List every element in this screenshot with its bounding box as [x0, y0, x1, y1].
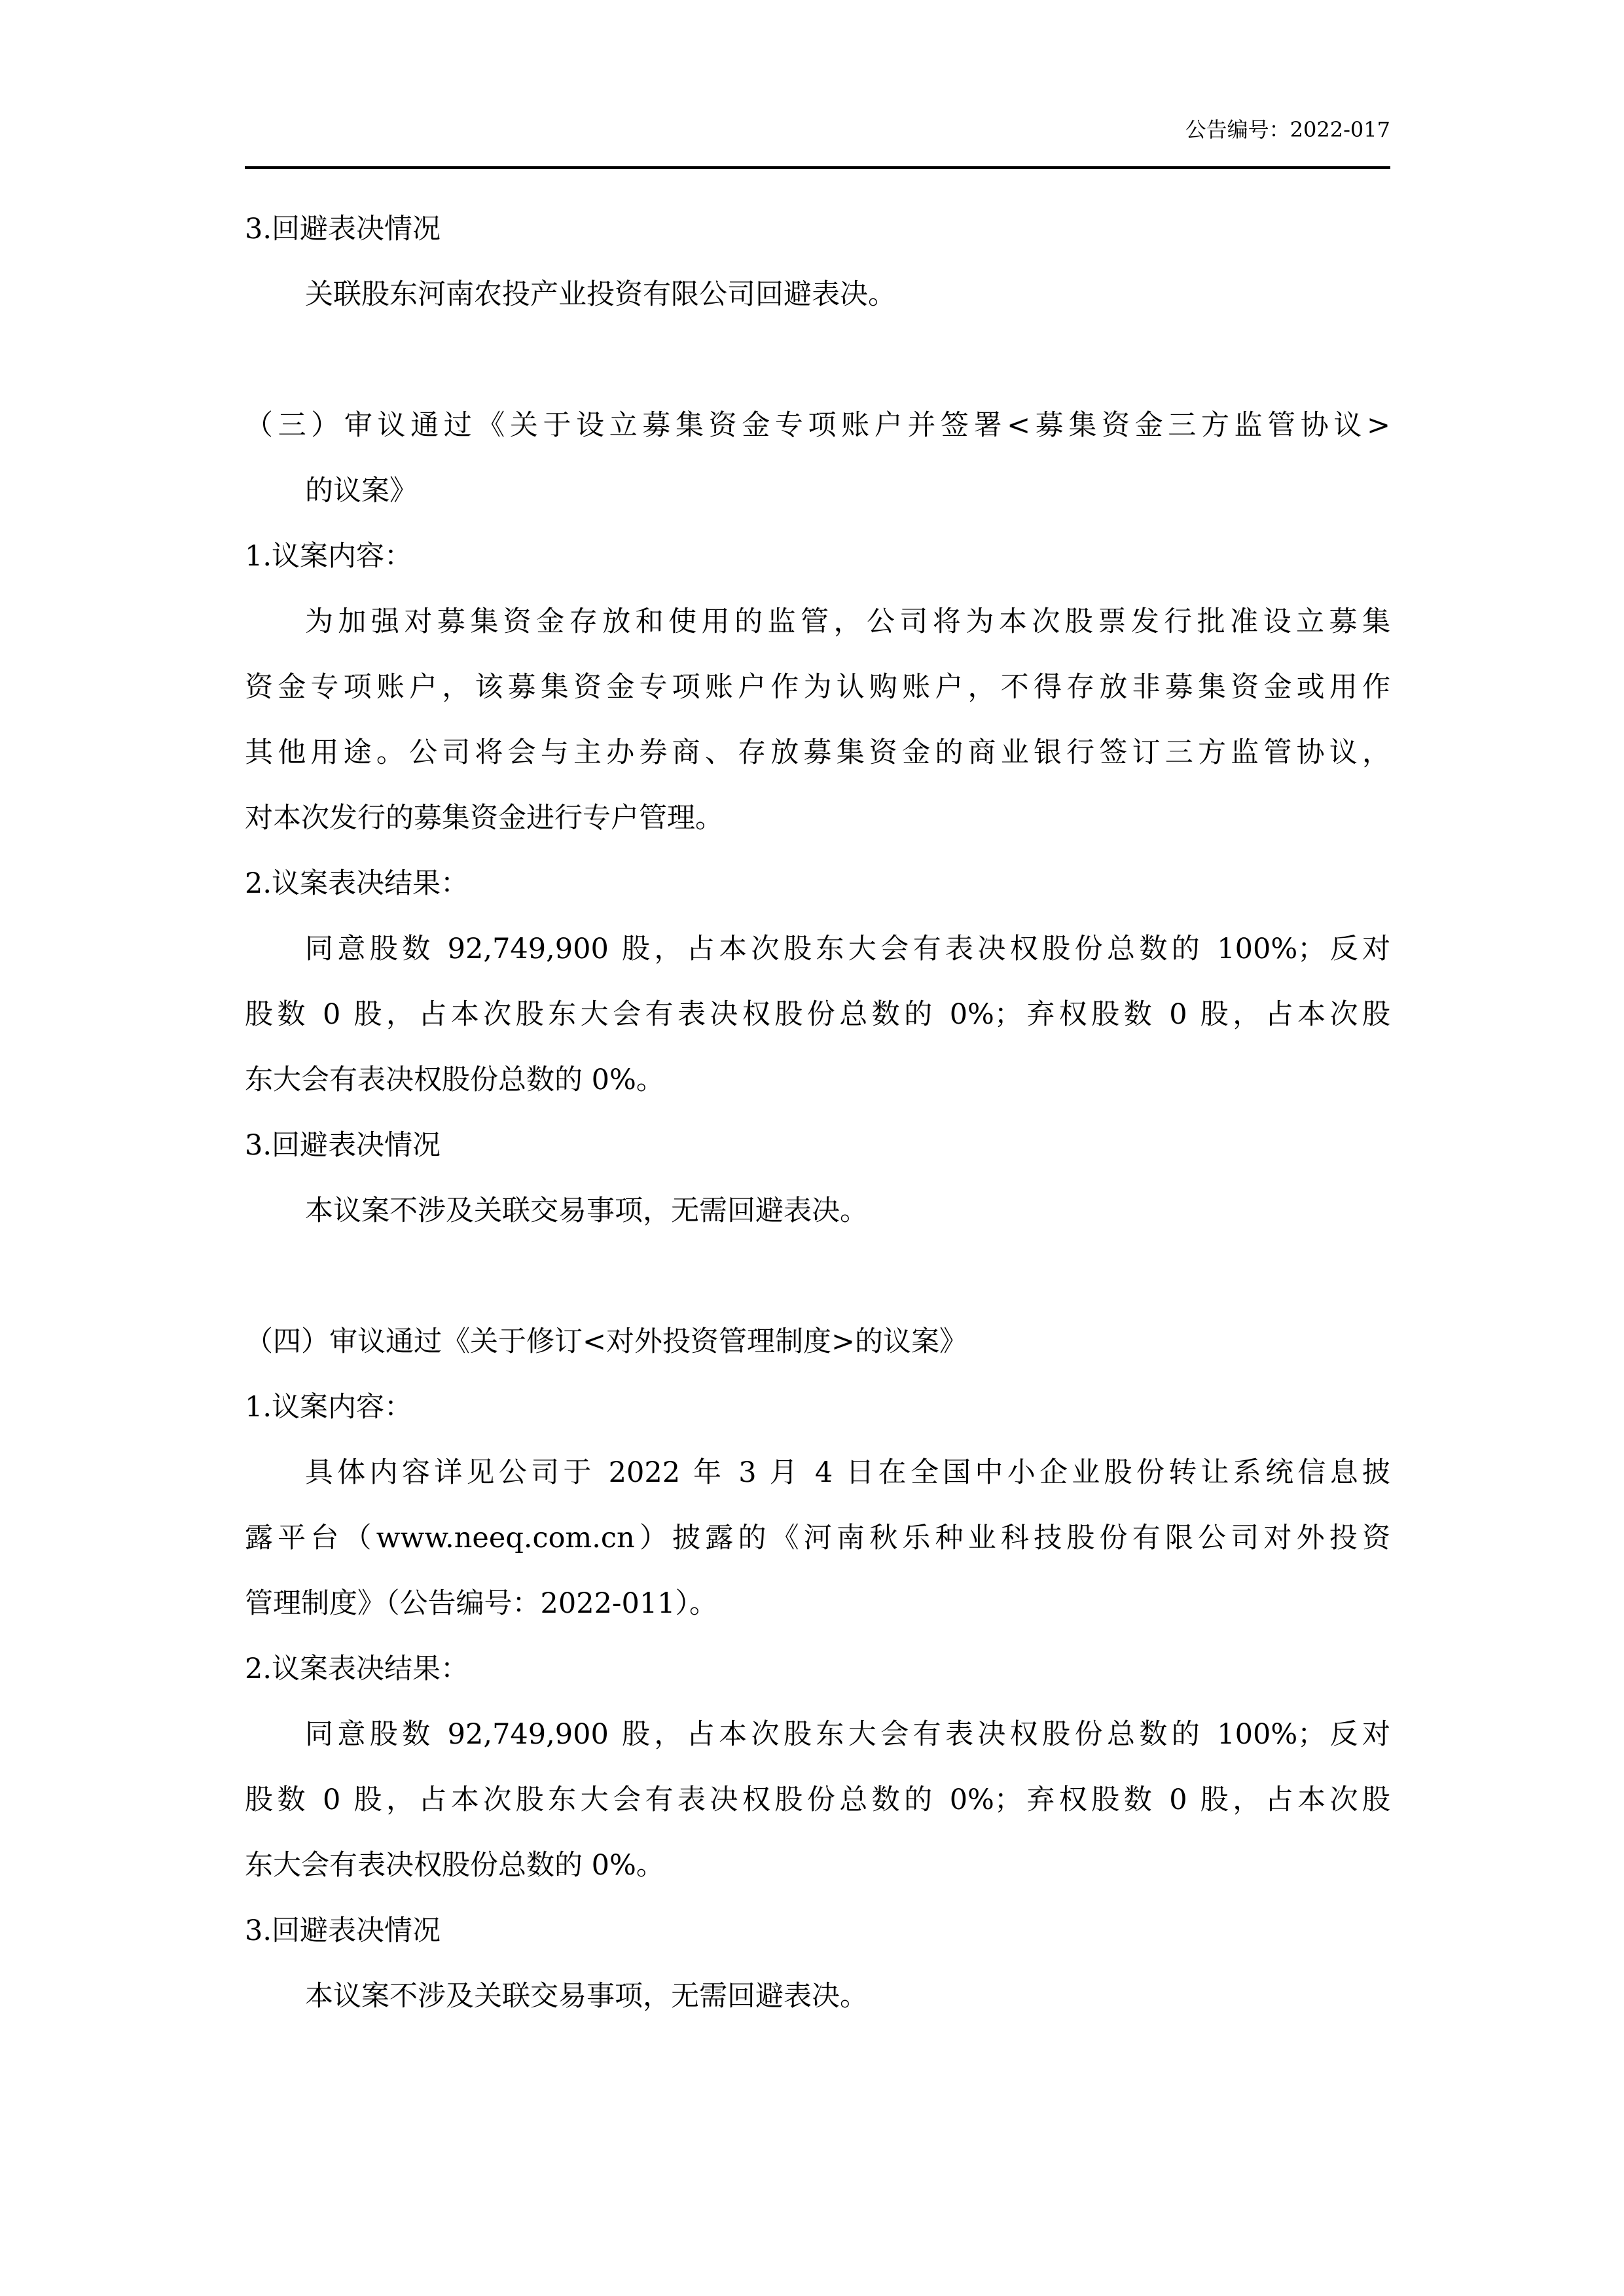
section-four: [245, 1309, 1390, 2029]
paragraph-line: 股数 0 股，占本次股东大会有表决权股份总数的 0%；弃权股数 0 股，占本次股: [245, 998, 1390, 1031]
paragraph-line: 东大会有表决权股份总数的 0%。: [245, 1064, 664, 1096]
paragraph-line: 资金专项账户，该募集资金专项账户作为认购账户，不得存放非募集资金或用作: [245, 671, 1390, 704]
paragraph-line: 其他用途。公司将会与主办券商、存放募集资金的商业银行签订三方监管协议，: [245, 736, 1390, 769]
section-gap: [245, 1244, 1390, 1309]
section-gap: [245, 327, 1390, 393]
section-title: （三）审议通过《关于设立募集资金专项账户并签署<募集资金三方监管协议>: [245, 409, 1390, 442]
section-title-continuation: 的议案》: [305, 475, 418, 507]
recusal-heading: 3.回避表决情况: [245, 213, 441, 245]
header-rule: [245, 166, 1390, 169]
paragraph-line: 同意股数 92,749,900 股，占本次股东大会有表决权股份总数的 100%；反对: [305, 1718, 1390, 1751]
recusal-text: 关联股东河南农投产业投资有限公司回避表决。: [305, 278, 896, 311]
paragraph-line: 露平台（www.neeq.com.cn）披露的《河南秋乐种业科技股份有限公司对外投资: [245, 1522, 1390, 1554]
section-title: （四）审议通过《关于修订<对外投资管理制度>的议案》: [245, 1325, 968, 1358]
content-heading: 1.议案内容：: [245, 1391, 413, 1424]
recusal-text: 本议案不涉及关联交易事项，无需回避表决。: [305, 1194, 868, 1227]
announcement-number: 公告编号：2022-017: [1185, 117, 1390, 142]
paragraph-line: 管理制度》（公告编号：2022-011）。: [245, 1587, 718, 1620]
recusal-heading: 3.回避表决情况: [245, 1914, 441, 1947]
paragraph-line: 同意股数 92,749,900 股，占本次股东大会有表决权股份总数的 100%；反对: [305, 933, 1390, 965]
paragraph-line: 为加强对募集资金存放和使用的监管，公司将为本次股票发行批准设立募集: [305, 605, 1390, 638]
page-header: [245, 113, 1390, 168]
paragraph-line: 对本次发行的募集资金进行专户管理。: [245, 802, 723, 834]
result-heading: 2.议案表决结果：: [245, 1653, 469, 1685]
content-heading: 1.议案内容：: [245, 540, 413, 573]
paragraph-line: 具体内容详见公司于 2022 年 3 月 4 日在全国中小企业股份转让系统信息披: [305, 1456, 1390, 1489]
result-heading: 2.议案表决结果：: [245, 867, 469, 900]
paragraph-line: 股数 0 股，占本次股东大会有表决权股份总数的 0%；弃权股数 0 股，占本次股: [245, 1784, 1390, 1816]
document-body: [245, 196, 1390, 2029]
section-three: [245, 393, 1390, 1244]
paragraph-line: 东大会有表决权股份总数的 0%。: [245, 1849, 664, 1882]
section-two-tail: [245, 196, 1390, 327]
recusal-heading: 3.回避表决情况: [245, 1129, 441, 1162]
recusal-text: 本议案不涉及关联交易事项，无需回避表决。: [305, 1980, 868, 2013]
